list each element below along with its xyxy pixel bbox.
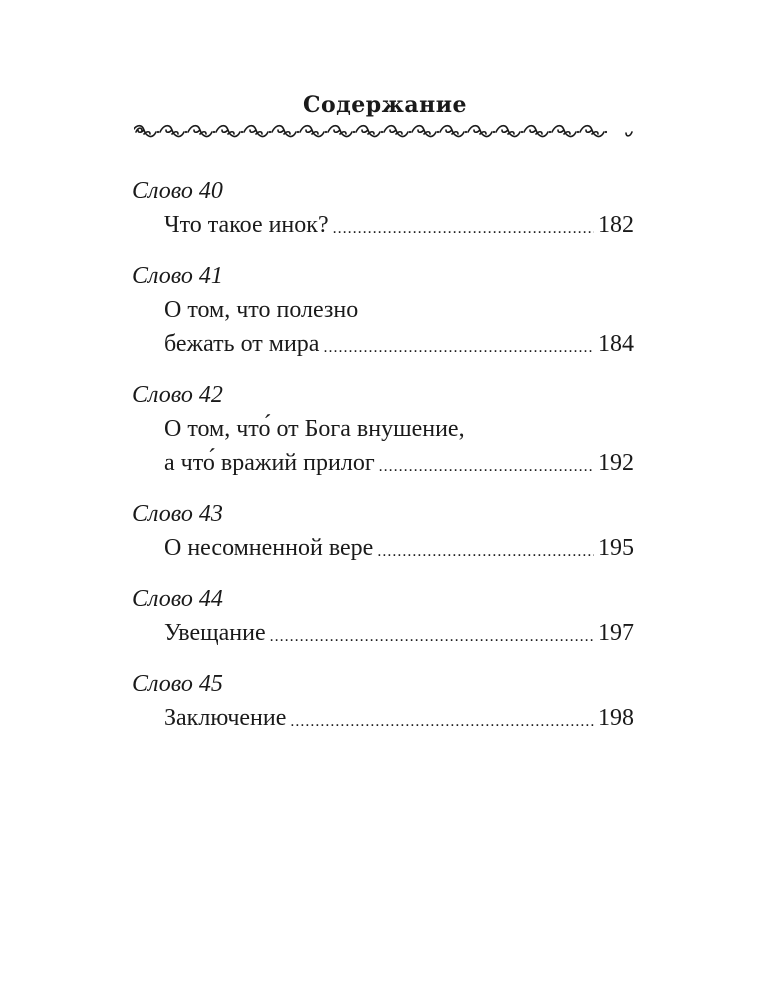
dot-leader: [333, 212, 594, 246]
toc-entry: [132, 582, 634, 650]
dot-leader: [290, 705, 594, 739]
toc-link[interactable]: [132, 701, 634, 735]
entry-title: Что такое инок?: [164, 212, 329, 238]
entry-word: Слово 40: [132, 178, 223, 204]
page-number: 198: [598, 705, 634, 731]
page-number: 184: [598, 331, 634, 357]
toc-link[interactable]: [132, 531, 634, 565]
toc-entry: [132, 497, 634, 565]
entry-word: Слово 42: [132, 382, 223, 408]
page-number: 192: [598, 450, 634, 476]
toc-entry: [132, 378, 634, 480]
toc-page: [132, 88, 634, 752]
toc-link[interactable]: [132, 327, 634, 361]
entry-title: Заключение: [164, 705, 287, 731]
entry-word: Слово 44: [132, 586, 223, 612]
toc-link[interactable]: [132, 616, 634, 650]
dot-leader: [323, 331, 594, 365]
dot-leader: [270, 620, 594, 654]
toc-entry: [132, 259, 634, 361]
page-title: Содержание: [302, 92, 468, 118]
entry-title: Увещание: [164, 620, 266, 646]
toc-list: [132, 174, 634, 735]
page-number: 195: [598, 535, 634, 561]
dot-leader: [377, 535, 594, 569]
entry-title: О несомненной вере: [164, 535, 374, 561]
entry-word: Слово 45: [132, 671, 223, 697]
page-number: 182: [598, 212, 634, 238]
entry-title: бежать от мира: [164, 331, 320, 357]
entry-title: а что́ вражий прилог: [164, 450, 375, 476]
toc-link[interactable]: [132, 446, 634, 480]
toc-entry: [132, 667, 634, 735]
toc-entry: [132, 174, 634, 242]
ornament-divider: [134, 122, 634, 142]
toc-link[interactable]: [132, 208, 634, 242]
entry-word: Слово 43: [132, 501, 223, 527]
entry-title-line: О том, что полезно: [164, 297, 359, 323]
page-number: 197: [598, 620, 634, 646]
dot-leader: [379, 450, 594, 484]
entry-title-line: О том, что́ от Бога внушение,: [164, 416, 465, 442]
entry-word: Слово 41: [132, 263, 223, 289]
